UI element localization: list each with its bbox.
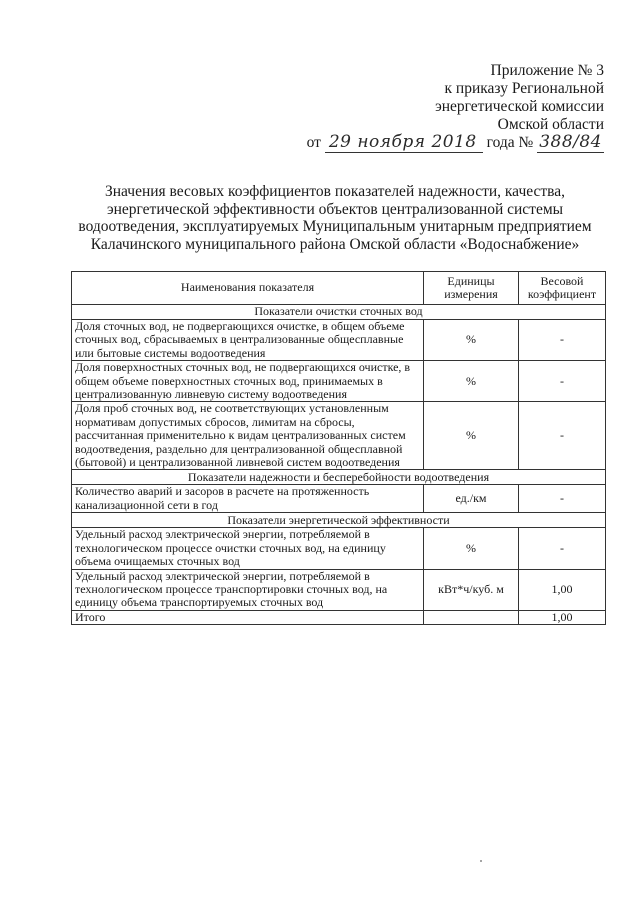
title-line: Значения весовых коэффициентов показателей надежности, качества, xyxy=(104,183,566,200)
table-row xyxy=(72,361,606,402)
header-name: Наименования показателя xyxy=(72,272,424,305)
title-line: энергетической эффективности объектов централизованной системы xyxy=(106,200,564,218)
total-label: Итого xyxy=(72,610,424,624)
indicator-coefficient: - xyxy=(519,361,606,402)
indicator-name: Доля проб сточных вод, не соответствующих установленным нормативам допустимых сбросов, лимитам на сбросы, рассчитанная применительно к видам централизованных систем водоотведения, раздельно для централизованной общесплавной (бытовой) и централизованной ливневой систем водоотведения xyxy=(72,402,424,470)
indicator-coefficient: - xyxy=(519,402,606,470)
indicator-name: Доля поверхностных сточных вод, не подвергающихся очистке, в общем объеме поверхностных сточных вод, принимаемых в централизованную ливневую систему водоотведения xyxy=(72,361,424,402)
indicator-unit: кВт*ч/куб. м xyxy=(424,569,519,610)
table-header-row xyxy=(72,272,606,305)
indicator-unit: ед./км xyxy=(424,485,519,513)
section-title: Показатели надежности и бесперебойности водоотведения xyxy=(72,470,606,485)
table-row xyxy=(72,569,606,610)
indicator-name: Доля сточных вод, не подвергающихся очистке, в общем объеме сточных вод, сбрасываемых в централизованные общесплавные или бытовые системы водоотведения xyxy=(72,320,424,361)
indicator-name: Удельный расход электрической энергии, потребляемой в технологическом процессе очистки сточных вод, на единицу объема очищаемых сточных вод xyxy=(72,528,424,569)
indicator-name: Количество аварий и засоров в расчете на протяженность канализационной сети в год xyxy=(72,485,424,513)
indicator-unit: % xyxy=(424,528,519,569)
header-coefficient: Весовой коэффициент xyxy=(519,272,606,305)
scan-artifact xyxy=(480,860,482,862)
order-number-handwritten: 388/84 xyxy=(539,132,602,152)
indicator-coefficient: - xyxy=(519,320,606,361)
section-row xyxy=(72,470,606,485)
total-unit xyxy=(424,610,519,624)
appendix-region: Омской области xyxy=(497,116,604,133)
section-row xyxy=(72,513,606,528)
indicator-coefficient: - xyxy=(519,485,606,513)
appendix-commission: энергетической комиссии xyxy=(435,98,604,115)
appendix-block xyxy=(304,62,604,134)
table-row xyxy=(72,485,606,513)
order-date-handwritten: 29 ноября 2018 xyxy=(325,132,483,153)
section-row xyxy=(72,305,606,320)
indicator-unit: % xyxy=(424,402,519,470)
total-coefficient: 1,00 xyxy=(519,610,606,624)
indicator-unit: % xyxy=(424,361,519,402)
table-row xyxy=(72,528,606,569)
header-unit: Единицы измерения xyxy=(424,272,519,305)
indicator-coefficient: - xyxy=(519,528,606,569)
indicators-table xyxy=(71,271,606,625)
indicator-unit: % xyxy=(424,320,519,361)
order-year-word: года № xyxy=(486,134,534,151)
document-title xyxy=(60,183,610,253)
table-row xyxy=(72,402,606,470)
title-line: Калачинского муниципального района Омской области «Водоснабжение» xyxy=(90,235,580,253)
table-row xyxy=(72,320,606,361)
appendix-number: Приложение № 3 xyxy=(490,62,604,79)
order-prefix: от xyxy=(306,134,321,151)
indicator-coefficient: 1,00 xyxy=(519,569,606,610)
indicator-name: Удельный расход электрической энергии, потребляемой в технологическом процессе транспортировки сточных вод, на единицу объема транспортируемых сточных вод xyxy=(72,569,424,610)
title-line: водоотведения, эксплуатируемых Муниципальным унитарным предприятием xyxy=(78,218,592,235)
section-title: Показатели энергетической эффективности xyxy=(72,513,606,528)
appendix-order-ref: к приказу Региональной xyxy=(444,80,604,97)
total-row xyxy=(72,610,606,624)
order-date-line xyxy=(307,132,604,153)
section-title: Показатели очистки сточных вод xyxy=(72,305,606,320)
